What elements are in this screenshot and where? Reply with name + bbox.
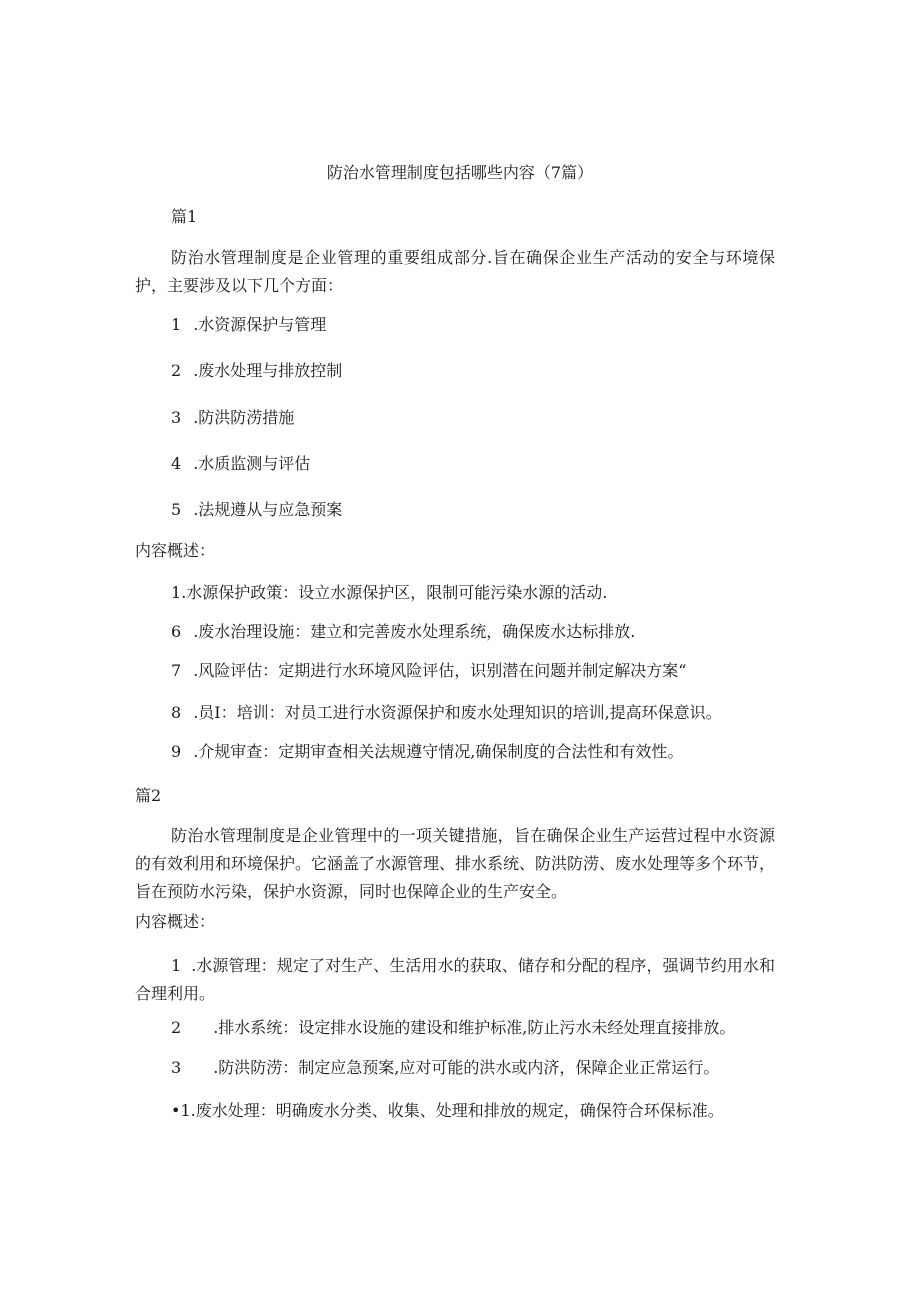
list-number: 1 <box>171 315 182 334</box>
list-text: .废水处理与排放控制 <box>193 361 343 380</box>
list-number: 3 <box>171 1058 182 1077</box>
list-item <box>171 1018 735 1038</box>
list-text: .介规审查：定期审查相关法规遵守情况,确保制度的合法性和有效性。 <box>193 742 684 761</box>
list-text: .防洪防涝措施 <box>193 408 295 427</box>
list-item <box>171 315 326 335</box>
list-text: .排水系统：设定排水设施的建设和维护标准,防止污水未经处理直接排放。 <box>213 1018 736 1037</box>
list-text: .水源保护政策：设立水源保护区，限制可能污染水源的活动. <box>181 583 608 602</box>
list-number: 7 <box>171 661 182 680</box>
list-number: 8 <box>171 703 182 722</box>
list-number: 2 <box>171 361 182 380</box>
list-item <box>171 361 342 381</box>
list-item <box>171 1101 724 1121</box>
list-text: .废水治理设施：建立和完善废水处理系统，确保废水达标排放. <box>193 622 636 641</box>
section2-heading: 篇2 <box>135 786 162 805</box>
section1-heading: 篇1 <box>171 207 198 226</box>
list-item <box>135 952 775 1008</box>
list-item <box>171 661 686 681</box>
list-item <box>171 500 342 520</box>
document-title: 防治水管理制度包括哪些内容（7篇） <box>326 163 594 182</box>
section1-intro: 防治水管理制度是企业管理的重要组成部分.旨在确保企业生产活动的安全与环境保护，主要涉及以下几个方面： <box>135 248 775 295</box>
list-item <box>171 1058 719 1078</box>
list-text: .防洪防涝：制定应急预案,应对可能的洪水或内济，保障企业正常运行。 <box>213 1058 720 1077</box>
section2-intro: 防治水管理制度是企业管理中的一项关键措施，旨在确保企业生产运营过程中水资源的有效利用和环境保护。它涵盖了水源管理、排水系统、防洪防涝、废水处理等多个环节，旨在预防水污染，保护水资源，同时也保障企业的生产安全。 <box>135 826 776 901</box>
list-text: .水资源保护与管理 <box>193 315 327 334</box>
list-number: 1 <box>171 956 182 975</box>
list-item <box>171 622 635 642</box>
list-number: 3 <box>171 408 182 427</box>
section2-summary-heading: 内容概述： <box>135 912 216 931</box>
section1-summary-heading: 内容概述： <box>135 541 216 560</box>
list-text: .员I：培训：对员工进行水资源保护和废水处理知识的培训,提高环保意识。 <box>193 703 722 722</box>
list-item <box>171 583 607 603</box>
list-item <box>171 408 294 428</box>
list-number: 4 <box>171 454 182 473</box>
list-number: 2 <box>171 1018 182 1037</box>
list-text: .风险评估：定期进行水环境风险评估，识别潜在问题并制定解决方案“ <box>193 661 687 680</box>
list-text: .法规遵从与应急预案 <box>193 500 343 519</box>
list-number: 9 <box>171 742 182 761</box>
list-text: .水源管理：规定了对生产、生活用水的获取、储存和分配的程序，强调节约用水和合理利用。 <box>135 956 775 1003</box>
list-number: 5 <box>171 500 182 519</box>
list-text: .废水处理：明确废水分类、收集、处理和排放的规定，确保符合环保标准。 <box>190 1101 724 1120</box>
list-item <box>171 454 310 474</box>
list-text: .水质监测与评估 <box>193 454 311 473</box>
list-number: •1 <box>171 1101 191 1120</box>
list-number: 1 <box>171 583 182 602</box>
list-number: 6 <box>171 622 182 641</box>
list-item <box>171 703 722 723</box>
list-item <box>171 742 683 762</box>
